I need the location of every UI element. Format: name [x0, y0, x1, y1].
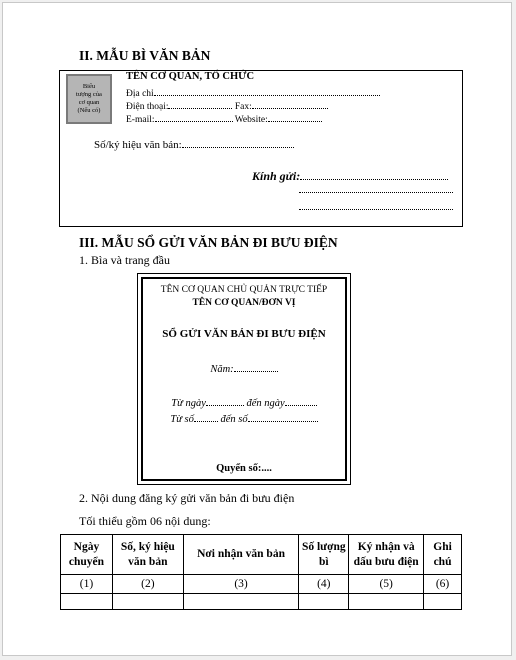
header-text: chuyển	[68, 555, 105, 568]
section-3-heading: III. MẪU SỔ GỬI VĂN BẢN ĐI BƯU ĐIỆN	[79, 235, 338, 250]
website-fill-line	[268, 112, 322, 122]
empty-cell	[112, 594, 183, 610]
recipient-fill-line-3	[299, 201, 453, 210]
header-text: Ghi	[433, 540, 452, 553]
header-text: Số, ký hiệu	[120, 540, 175, 553]
email-fill-line	[155, 112, 233, 122]
table-header-row	[61, 535, 462, 575]
logo-text-line: (Nếu có)	[77, 107, 101, 114]
cover-from-date-fill	[206, 396, 244, 406]
column-number: (3)	[183, 575, 299, 594]
recipient-label: Kính gửi:	[252, 169, 301, 183]
column-number: (1)	[61, 575, 113, 594]
phone-fill-line	[168, 99, 232, 109]
header-cell-notes	[424, 535, 462, 575]
address-fill-line	[154, 86, 380, 96]
header-text: Số lượng	[301, 540, 346, 553]
cover-to-no-fill	[248, 412, 318, 422]
logo-text-line: tượng của	[76, 91, 102, 98]
book-cover-sample	[137, 273, 351, 485]
recipient-fill-line-2	[299, 184, 453, 193]
header-text: dấu bưu điện	[353, 555, 419, 568]
cover-from-no-fill	[194, 412, 218, 422]
header-text: văn bản	[128, 555, 168, 568]
logo-text-line: Biểu	[82, 83, 96, 90]
table-row	[61, 575, 462, 594]
cover-from-no-label: Từ số	[170, 414, 194, 425]
document-page	[2, 2, 512, 656]
email-website-line	[126, 112, 322, 125]
cover-date-range	[143, 396, 345, 409]
cover-year-label: Năm:	[210, 364, 234, 375]
empty-cell	[183, 594, 299, 610]
cover-to-date-fill	[285, 396, 317, 406]
phone-label: Điện thoại:	[126, 102, 169, 112]
header-cell-doc-number	[112, 535, 183, 575]
cover-year-line	[143, 362, 345, 375]
empty-cell	[299, 594, 349, 610]
cover-volume: Quyển số:....	[216, 463, 272, 474]
column-number: (4)	[299, 575, 349, 594]
phone-fax-line	[126, 99, 328, 112]
cover-agency: TÊN CƠ QUAN/ĐƠN VỊ	[192, 298, 296, 308]
org-title: TÊN CƠ QUAN, TỔ CHỨC	[126, 71, 255, 82]
empty-cell	[424, 594, 462, 610]
header-cell-envelope-count	[299, 535, 349, 575]
agency-logo-placeholder	[66, 74, 112, 124]
minimum-content-note: Tối thiểu gồm 06 nội dung:	[79, 514, 211, 528]
cover-year-fill	[234, 362, 278, 372]
column-number: (5)	[349, 575, 424, 594]
header-cell-postal-signature	[349, 535, 424, 575]
fax-label: Fax:	[234, 102, 252, 112]
doc-number-label: Số/ký hiệu văn bản:	[94, 139, 182, 151]
address-label: Địa chỉ	[126, 89, 154, 99]
cover-to-date-label: đến ngày	[246, 398, 285, 409]
cover-to-no-label: đến số	[220, 414, 248, 425]
dispatch-register-table	[60, 534, 462, 610]
cover-number-range	[143, 412, 345, 425]
subsection-cover-heading: 1. Bìa và trang đầu	[79, 253, 170, 267]
recipient-fill-line	[300, 170, 448, 180]
envelope-sample	[59, 70, 463, 227]
header-text: Ngày	[73, 540, 100, 553]
website-label: Website:	[234, 115, 268, 125]
subsection-content-heading: 2. Nội dung đăng ký gửi văn bản đi bưu điện	[79, 491, 295, 505]
header-text: chú	[433, 555, 452, 568]
cover-parent-agency: TÊN CƠ QUAN CHỦ QUẢN TRỰC TIẾP	[160, 285, 328, 295]
doc-number-fill-line	[182, 138, 294, 148]
table-row	[61, 594, 462, 610]
logo-text-line: cơ quan	[78, 99, 100, 106]
header-cell-recipient	[183, 535, 299, 575]
column-number: (2)	[112, 575, 183, 594]
doc-number-line	[94, 138, 294, 151]
empty-cell	[349, 594, 424, 610]
email-label: E-mail:	[126, 115, 155, 125]
cover-inner-border	[141, 277, 347, 481]
header-text: Ký nhận và	[357, 540, 415, 553]
cover-from-date-label: Từ ngày	[171, 398, 206, 409]
empty-cell	[61, 594, 113, 610]
column-number: (6)	[424, 575, 462, 594]
header-cell-date	[61, 535, 113, 575]
header-text: bì	[319, 555, 329, 568]
address-line	[126, 86, 380, 99]
fax-fill-line	[252, 99, 328, 109]
recipient-line	[252, 169, 448, 184]
cover-book-title: SỔ GỬI VĂN BẢN ĐI BƯU ĐIỆN	[162, 328, 326, 340]
section-2-heading: II. MẪU BÌ VĂN BẢN	[79, 48, 211, 63]
header-text: Nơi nhận văn bản	[197, 548, 285, 560]
